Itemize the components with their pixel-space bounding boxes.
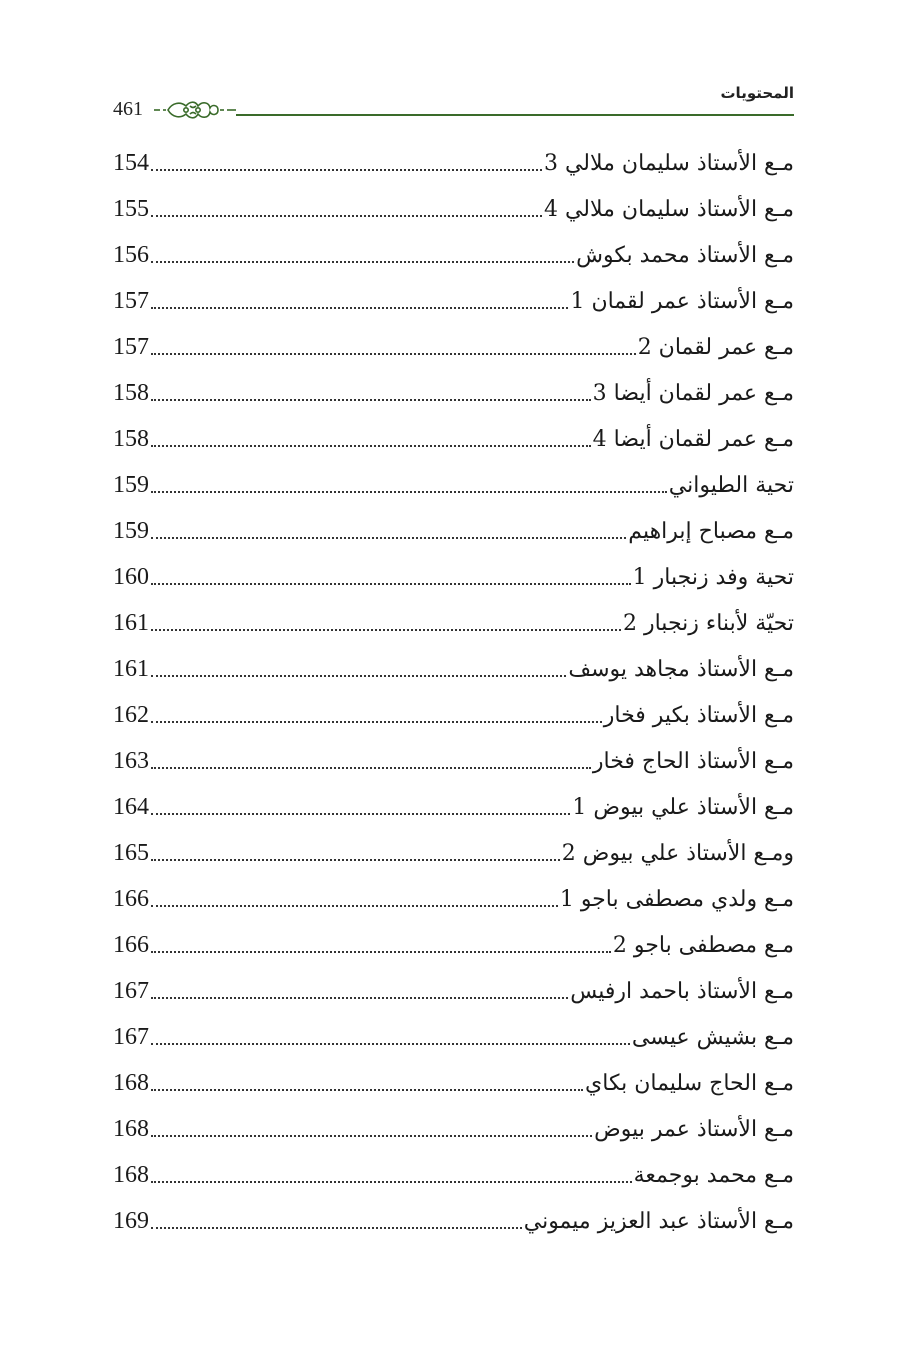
toc-page-number: 161: [113, 609, 149, 636]
dot-leader: [151, 813, 570, 815]
dot-leader: [151, 997, 568, 999]
toc-page-number: 159: [113, 471, 149, 498]
toc-title: مـع بشيش عيسى: [631, 1024, 794, 1050]
toc-page-number: 168: [113, 1161, 149, 1188]
dot-leader: [151, 951, 611, 953]
toc-entry[interactable]: [113, 1152, 794, 1198]
dot-leader: [151, 767, 591, 769]
dot-leader: [151, 537, 626, 539]
toc-title: مـع مصباح إبراهيم: [628, 518, 794, 544]
toc-entry[interactable]: [113, 186, 794, 232]
toc-page-number: 158: [113, 425, 149, 452]
dot-leader: [151, 169, 542, 171]
dot-leader: [151, 905, 558, 907]
toc-entry[interactable]: [113, 232, 794, 278]
toc-title: تحية وفد زنجبار 1: [632, 564, 794, 590]
toc-page-number: 166: [113, 931, 149, 958]
toc-title: مـع عمر لقمان أيضا 4: [592, 426, 794, 452]
toc-entry[interactable]: [113, 876, 794, 922]
dot-leader: [151, 859, 560, 861]
toc-title: ومـع الأستاذ علي بيوض 2: [561, 840, 794, 866]
toc-title: مـع الأستاذ عمر بيوض: [594, 1116, 794, 1142]
toc-page-number: 167: [113, 1023, 149, 1050]
toc-entry[interactable]: [113, 140, 794, 186]
toc-entry[interactable]: [113, 692, 794, 738]
toc-entry[interactable]: [113, 1014, 794, 1060]
dot-leader: [151, 721, 602, 723]
toc-title: تحيّة لأبناء زنجبار 2: [622, 610, 794, 636]
section-title: المحتويات: [720, 84, 794, 102]
toc-page-number: 156: [113, 241, 149, 268]
toc-entry[interactable]: [113, 278, 794, 324]
dot-leader: [151, 353, 636, 355]
dot-leader: [151, 1043, 630, 1045]
toc-page-number: 167: [113, 977, 149, 1004]
toc-title: مـع الأستاذ بكير فخار: [603, 702, 794, 728]
toc-page-number: 157: [113, 287, 149, 314]
toc-title: مـع الأستاذ مجاهد يوسف: [568, 656, 794, 682]
toc-entry[interactable]: [113, 554, 794, 600]
toc-page-number: 163: [113, 747, 149, 774]
toc-title: مـع الأستاذ سليمان ملالي 4: [543, 196, 794, 222]
dot-leader: [151, 307, 568, 309]
dot-leader: [151, 675, 566, 677]
toc-page-number: 165: [113, 839, 149, 866]
toc-entry[interactable]: [113, 738, 794, 784]
toc-entry[interactable]: [113, 370, 794, 416]
toc-page-number: 161: [113, 655, 149, 682]
dot-leader: [151, 583, 631, 585]
toc-entry[interactable]: [113, 462, 794, 508]
toc-title: مـع عمر لقمان أيضا 3: [592, 380, 794, 406]
toc-entry[interactable]: [113, 1106, 794, 1152]
toc-title: تحية الطيواني: [668, 472, 794, 498]
dot-leader: [151, 1135, 592, 1137]
toc-title: مـع الأستاذ الحاج فخار: [592, 748, 794, 774]
toc-page-number: 158: [113, 379, 149, 406]
dot-leader: [151, 1181, 632, 1183]
toc-title: مـع الأستاذ عمر لقمان 1: [570, 288, 794, 314]
toc-page-number: 169: [113, 1207, 149, 1234]
toc-entry[interactable]: [113, 416, 794, 462]
page-header: [0, 0, 907, 130]
toc-page-number: 155: [113, 195, 149, 222]
dot-leader: [151, 629, 621, 631]
toc-title: مـع ولدي مصطفى باجو 1: [559, 886, 794, 912]
toc-page-number: 168: [113, 1115, 149, 1142]
dot-leader: [151, 1089, 583, 1091]
toc-page-number: 159: [113, 517, 149, 544]
table-of-contents: [113, 140, 794, 1244]
toc-entry[interactable]: [113, 324, 794, 370]
toc-title: مـع محمد بوجمعة: [633, 1162, 794, 1188]
toc-page-number: 154: [113, 149, 149, 176]
dot-leader: [151, 215, 542, 217]
toc-entry[interactable]: [113, 830, 794, 876]
toc-entry[interactable]: [113, 646, 794, 692]
toc-entry[interactable]: [113, 1198, 794, 1244]
dot-leader: [151, 1227, 522, 1229]
toc-page-number: 160: [113, 563, 149, 590]
dot-leader: [151, 491, 667, 493]
toc-page-number: 164: [113, 793, 149, 820]
ornament-icon: [152, 97, 238, 123]
toc-page-number: 157: [113, 333, 149, 360]
page-number: 461: [113, 98, 143, 120]
toc-title: مـع الأستاذ عبد العزيز ميموني: [523, 1208, 794, 1234]
dot-leader: [151, 445, 591, 447]
toc-page-number: 168: [113, 1069, 149, 1096]
toc-entry[interactable]: [113, 968, 794, 1014]
toc-title: مـع الحاج سليمان بكاي: [585, 1070, 794, 1096]
toc-title: مـع عمر لقمان 2: [637, 334, 794, 360]
toc-page-number: 166: [113, 885, 149, 912]
toc-title: مـع الأستاذ محمد بكوش: [576, 242, 794, 268]
dot-leader: [151, 261, 574, 263]
toc-entry[interactable]: [113, 508, 794, 554]
dot-leader: [151, 399, 591, 401]
toc-entry[interactable]: [113, 784, 794, 830]
toc-entry[interactable]: [113, 922, 794, 968]
toc-entry[interactable]: [113, 1060, 794, 1106]
toc-title: مـع الأستاذ علي بيوض 1: [572, 794, 794, 820]
header-rule: [236, 114, 794, 116]
toc-entry[interactable]: [113, 600, 794, 646]
toc-title: مـع الأستاذ باحمد ارفيس: [570, 978, 794, 1004]
toc-title: مـع الأستاذ سليمان ملالي 3: [543, 150, 794, 176]
toc-title: مـع مصطفى باجو 2: [612, 932, 794, 958]
toc-page-number: 162: [113, 701, 149, 728]
